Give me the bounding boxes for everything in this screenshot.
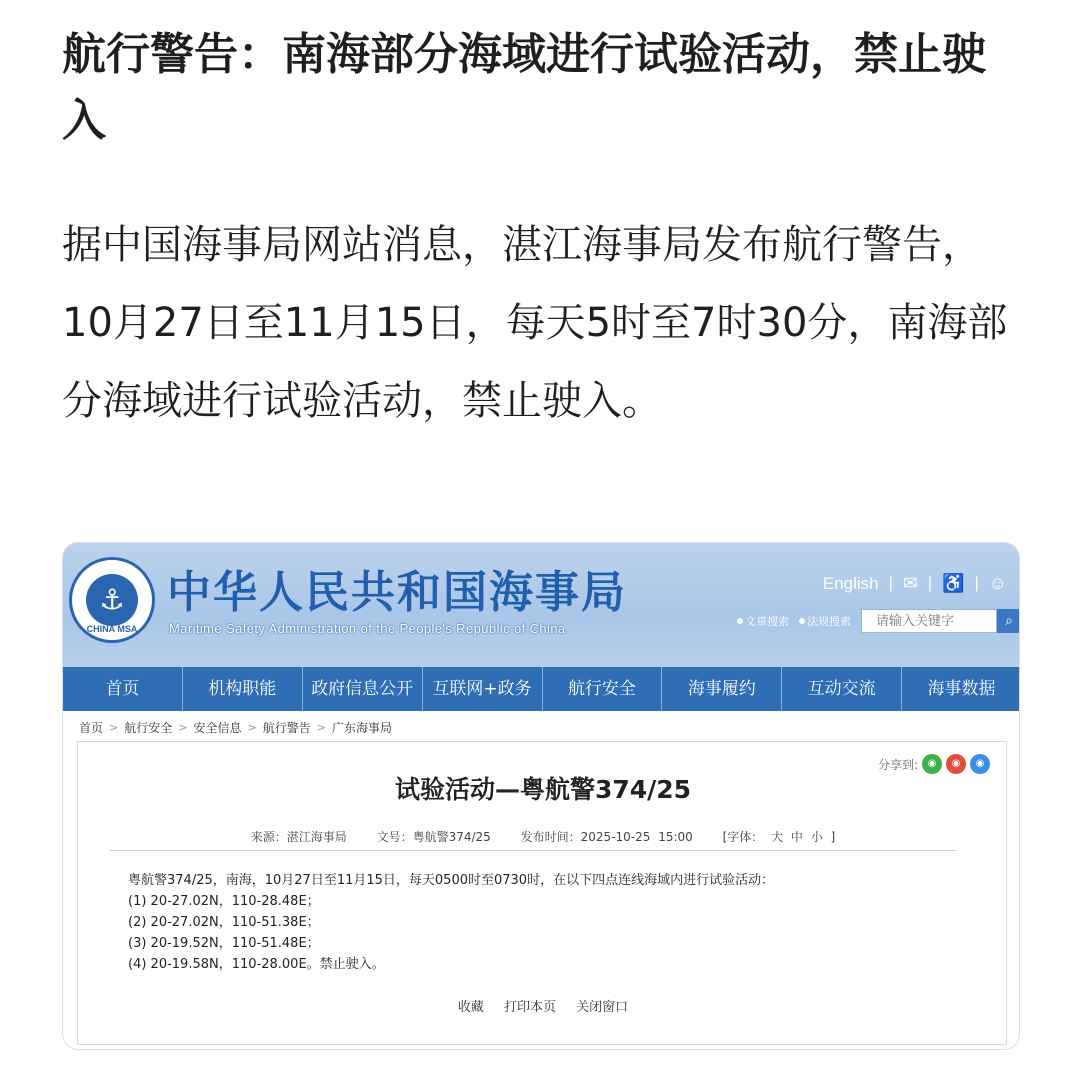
article-line: 粤航警374/25，南海，10月27日至11月15日，每天0500时至0730时，在以下四点连线海域内进行试验活动： bbox=[128, 873, 775, 888]
breadcrumb-separator: > bbox=[178, 721, 188, 734]
accessibility-icon[interactable]: ♿ bbox=[942, 573, 965, 593]
qq-icon[interactable]: ◉ bbox=[970, 754, 990, 774]
print-button[interactable]: 打印本页 bbox=[503, 1000, 556, 1015]
divider: | bbox=[888, 574, 893, 592]
article-meta bbox=[78, 828, 1008, 845]
mail-icon[interactable]: ✉ bbox=[902, 573, 918, 593]
search-option-articles[interactable] bbox=[737, 613, 789, 629]
breadcrumb-separator: > bbox=[247, 721, 257, 734]
breadcrumb-item[interactable]: 安全信息 bbox=[193, 721, 242, 735]
article-body bbox=[128, 870, 948, 975]
share-label: 分享到: bbox=[877, 757, 918, 772]
wechat-icon[interactable]: ◉ bbox=[922, 754, 942, 774]
org-name-en: Maritime Safety Administration of the People's Republic of China bbox=[169, 621, 566, 636]
font-size-control[interactable]: [字体： 大 中 小 ] bbox=[722, 830, 836, 844]
meta-time: 发布时间：2025-10-25 15:00 bbox=[520, 830, 693, 844]
utility-links bbox=[823, 573, 1007, 594]
article-line: (2) 20-27.02N，110-51.38E； bbox=[128, 915, 320, 930]
nav-item-gov-info[interactable]: 政府信息公开 bbox=[303, 667, 423, 711]
article-panel bbox=[77, 741, 1007, 1045]
search-input[interactable] bbox=[861, 609, 997, 633]
breadcrumb-item[interactable]: 航行安全 bbox=[124, 721, 173, 735]
embedded-screenshot bbox=[62, 542, 1020, 1050]
post-title: 航行警告：南海部分海域进行试验活动，禁止驶入 bbox=[62, 29, 986, 146]
nav-item-compliance[interactable]: 海事履约 bbox=[662, 667, 782, 711]
close-window-button[interactable]: 关闭窗口 bbox=[576, 1000, 629, 1015]
search-icon[interactable]: ⌕ bbox=[997, 609, 1020, 633]
main-nav bbox=[63, 667, 1020, 711]
favorite-button[interactable]: 收藏 bbox=[457, 1000, 484, 1015]
breadcrumb-item[interactable]: 广东海事局 bbox=[331, 721, 392, 735]
english-link[interactable]: English bbox=[822, 573, 879, 593]
nav-item-nav-safety[interactable]: 航行安全 bbox=[543, 667, 663, 711]
search-bar bbox=[737, 609, 1020, 633]
nav-item-internet-gov[interactable]: 互联网+政务 bbox=[423, 667, 543, 711]
article-line: (1) 20-27.02N，110-28.48E； bbox=[128, 894, 320, 909]
divider: | bbox=[974, 574, 979, 592]
org-name-cn: 中华人民共和国海事局 bbox=[167, 567, 627, 618]
nav-item-functions[interactable]: 机构职能 bbox=[183, 667, 303, 711]
search-option-label: 文章搜索 bbox=[745, 615, 789, 628]
radio-dot bbox=[799, 618, 805, 624]
search-option-label: 法规搜索 bbox=[807, 615, 851, 628]
anchor-emblem-icon: ⚓ bbox=[99, 583, 125, 616]
nav-item-data[interactable]: 海事数据 bbox=[927, 679, 996, 699]
nav-item-home[interactable]: 首页 bbox=[63, 667, 183, 711]
article-line: (3) 20-19.52N，110-51.48E； bbox=[128, 936, 320, 951]
meta-source: 来源：湛江海事局 bbox=[250, 830, 347, 844]
weibo-icon[interactable]: ◉ bbox=[946, 754, 966, 774]
elder-mode-icon[interactable]: ☺ bbox=[988, 573, 1007, 593]
emblem-text: CHINA MSA bbox=[86, 624, 138, 634]
article-line: (4) 20-19.58N，110-28.00E。禁止驶入。 bbox=[128, 957, 385, 972]
breadcrumb-item[interactable]: 航行警告 bbox=[262, 721, 311, 735]
msa-emblem bbox=[69, 557, 155, 643]
divider bbox=[110, 850, 956, 851]
article-actions bbox=[78, 996, 1008, 1015]
post-body: 据中国海事局网站消息，湛江海事局发布航行警告，10月27日至11月15日，每天5时至7时30分，南海部分海域进行试验活动，禁止驶入。 bbox=[62, 222, 1008, 424]
meta-docno: 文号：粤航警374/25 bbox=[376, 830, 491, 844]
breadcrumb-separator: > bbox=[109, 721, 119, 734]
article-title: 试验活动—粤航警374/25 bbox=[394, 775, 692, 804]
nav-item-interaction[interactable]: 互动交流 bbox=[782, 667, 902, 711]
site-header bbox=[63, 543, 1020, 667]
divider: | bbox=[927, 574, 933, 592]
breadcrumb-separator: > bbox=[316, 721, 326, 734]
breadcrumb-item[interactable]: 首页 bbox=[79, 721, 104, 735]
emblem-inner bbox=[86, 574, 138, 626]
radio-dot bbox=[737, 618, 743, 624]
breadcrumb bbox=[79, 719, 392, 736]
search-option-laws[interactable] bbox=[799, 613, 851, 629]
